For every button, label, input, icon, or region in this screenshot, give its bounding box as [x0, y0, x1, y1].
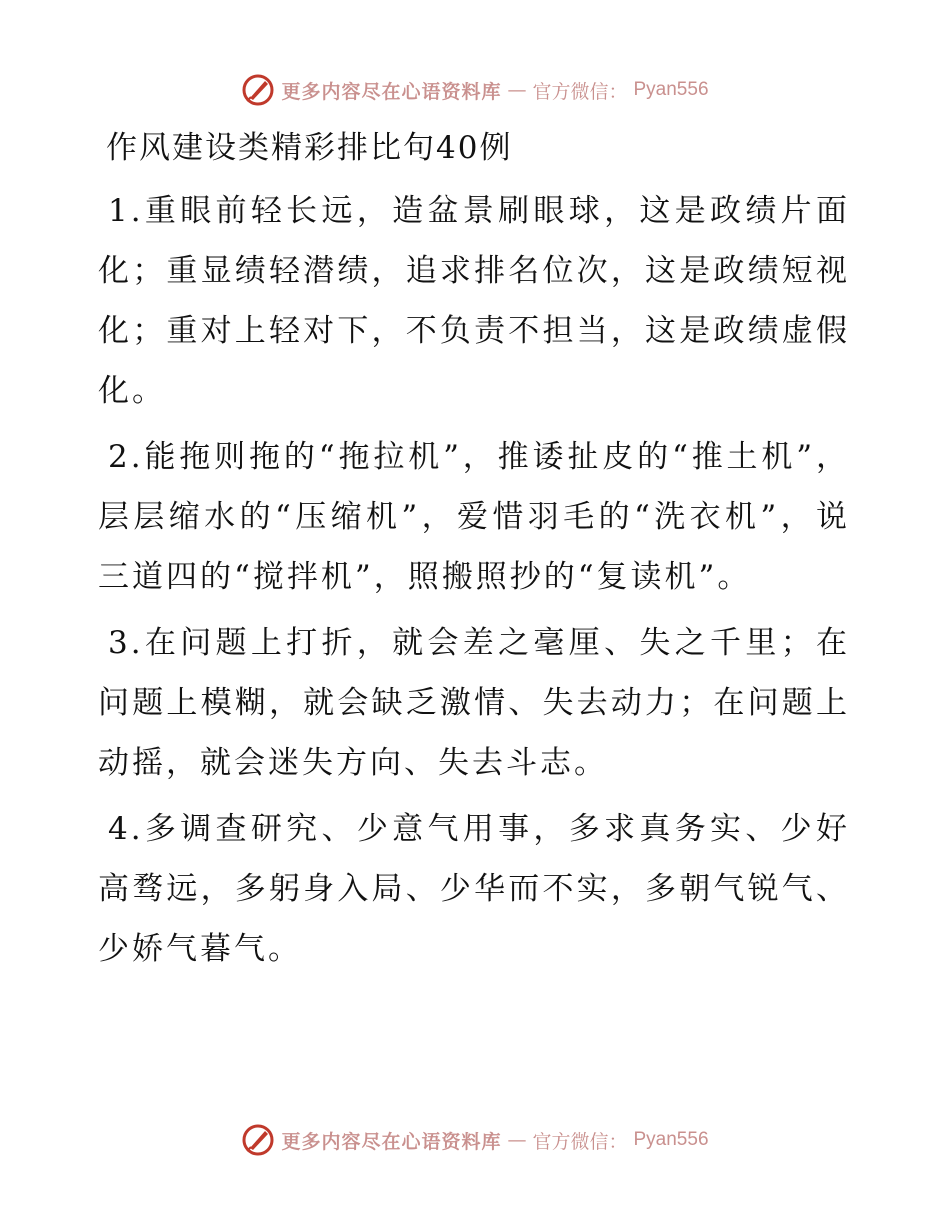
document-title: 作风建设类精彩排比句40例	[106, 130, 513, 166]
watermark-official: 官方微信：	[532, 80, 628, 103]
watermark-header	[0, 70, 950, 110]
watermark-separator: —	[507, 79, 527, 101]
watermark-wechat-id: Pyan556	[633, 79, 709, 100]
watermark-brand: 更多内容尽在心语资料库	[281, 1130, 502, 1153]
watermark-separator: —	[507, 1129, 527, 1151]
quill-circle-icon	[241, 1123, 275, 1157]
watermark-wechat-id: Pyan556	[633, 1129, 709, 1150]
paragraph-4: 4.多调查研究、少意气用事，多求真务实、少好高骛远，多躬身入局、少华而不实，多朝气锐气、少娇气暮气。	[98, 811, 850, 967]
paragraph-3: 3.在问题上打折，就会差之毫厘、失之千里；在问题上模糊，就会缺乏激情、失去动力；在问题上动摇，就会迷失方向、失去斗志。	[98, 625, 850, 781]
watermark-brand: 更多内容尽在心语资料库	[281, 80, 502, 103]
watermark-footer	[0, 1120, 950, 1160]
paragraph-2: 2.能拖则拖的“拖拉机”，推诿扯皮的“推土机”，层层缩水的“压缩机”，爱惜羽毛的“洗衣机”，说三道四的“搅拌机”，照搬照抄的“复读机”。	[98, 439, 850, 595]
document-body	[98, 125, 850, 985]
watermark-official: 官方微信：	[532, 1130, 628, 1153]
quill-circle-icon	[241, 73, 275, 107]
paragraph-1: 1.重眼前轻长远，造盆景刷眼球，这是政绩片面化；重显绩轻潜绩，追求排名位次，这是政绩短视化；重对上轻对下，不负责不担当，这是政绩虚假化。	[98, 193, 850, 409]
